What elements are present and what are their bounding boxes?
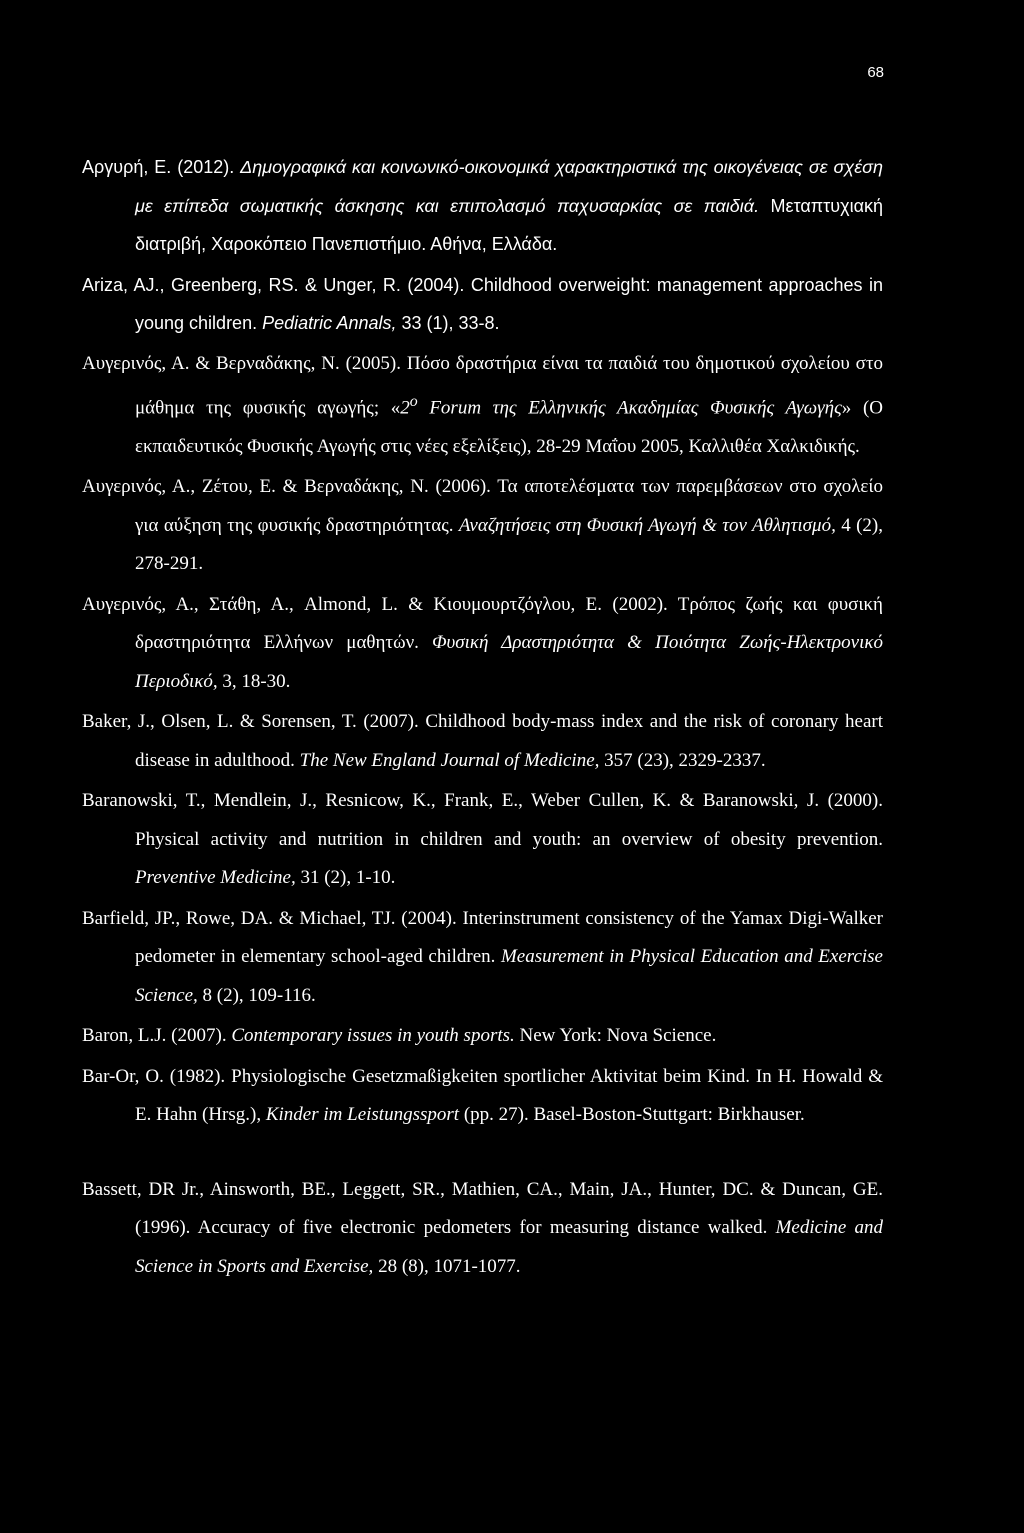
reference-text: Baranowski, T., Mendlein, J., Resnicow, K., Frank, E., Weber Cullen, K. & Baranowski, J. (2000). Physical activity and nutrition in children and youth: an overview of obesity prevention. <box>82 790 883 850</box>
reference-journal: Preventive Medicine, <box>135 867 296 889</box>
reference-volume-pages: 28 (8), 1071-1077. <box>373 1255 521 1277</box>
reference-volume-pages: 31 (2), 1-10. <box>295 867 396 889</box>
reference-book-title: Kinder im Leistungssport <box>265 1104 460 1126</box>
reference-volume-pages: 8 (2), 109-116. <box>197 984 316 1006</box>
reference-baker <box>82 703 883 780</box>
reference-text: Bar-Or, O. (1982). Physiologische Gesetzmaßigkeiten sportlicher Aktivitat beim Kind. In H. Howald & E. Hahn (Hrsg.), <box>82 1065 883 1126</box>
reference-ariza <box>82 266 883 343</box>
reference-volume-pages: 357 (23), 2329-2337. <box>599 749 766 771</box>
reference-authors-year: Baron, L.J. (2007). <box>82 1025 232 1047</box>
page-number: 68 <box>867 64 884 81</box>
reference-publisher: New York: Nova Science. <box>514 1025 717 1047</box>
reference-journal: Pediatric Annals, <box>262 313 397 333</box>
reference-avgerinos-2002 <box>82 586 883 702</box>
reference-source: Μεταπτυχιακή διατριβή, Χαροκόπειο Πανεπιστήμιο. Αθήνα, Ελλάδα. <box>135 195 883 254</box>
reference-text: Baker, J., Olsen, L. & Sorensen, T. (2007). Childhood body-mass index and the risk of coronary heart disease in adulthood. <box>82 711 883 771</box>
reference-details: » (Ο εκπαιδευτικός Φυσικής Αγωγής στις νέες εξελίξεις), 28-29 Μαΐου 2005, Καλλιθέα Χαλκιδικής. <box>135 397 883 457</box>
reference-forum-number: 2 <box>400 397 410 419</box>
reference-list <box>82 148 883 1288</box>
reference-text: Αυγερινός, Α., Ζέτου, Ε. & Βερναδάκης, Ν. (2006). Τα αποτελέσματα των παρεμβάσεων στο σχολείο για αύξηση της φυσικής δραστηριότητας. <box>82 476 883 536</box>
reference-authors-year: Αργυρή, Ε. (2012). <box>82 157 241 177</box>
reference-volume-pages: 4 (2), 278-291. <box>135 514 883 575</box>
reference-journal: Αναζητήσεις στη Φυσική Αγωγή & τον Αθλητισμό, <box>458 514 836 536</box>
reference-volume-pages: 33 (1), 33-8. <box>396 313 500 333</box>
reference-title: Contemporary issues in youth sports. <box>231 1025 515 1047</box>
reference-text: Barfield, JP., Rowe, DA. & Michael, TJ. (2004). Interinstrument consistency of the Yamax Digi-Walker pedometer in elementary school-aged children. <box>82 907 883 968</box>
reference-volume-pages: 3, 18-30. <box>217 670 291 692</box>
reference-text: Bassett, DR Jr., Ainsworth, BE., Leggett, SR., Mathien, CA., Main, JA., Hunter, DC. & Duncan, GE. (1996). Accuracy of five electronic pedometers for measuring distance walked. <box>82 1178 883 1239</box>
reference-bar-or <box>82 1058 883 1135</box>
reference-text: Αυγερινός, Α., Στάθη, Α., Almond, L. & Κιουμουρτζόγλου, Ε. (2002). Τρόπος ζωής και φυσική δραστηριότητα Ελλήνων μαθητών. <box>82 593 883 654</box>
reference-text: Ariza, AJ., Greenberg, RS. & Unger, R. (2004). Childhood overweight: management approaches in young children. <box>82 274 883 333</box>
reference-forum-title: Forum της Ελληνικής Ακαδημίας Φυσικής Αγωγής <box>417 397 842 419</box>
reference-bassett <box>82 1171 883 1287</box>
reference-argyri <box>82 148 883 264</box>
reference-avgerinos-2005 <box>82 345 883 467</box>
reference-ordinal: ο <box>409 393 418 410</box>
reference-text: Αυγερινός, Α. & Βερναδάκης, Ν. (2005). Πόσο δραστήρια είναι τα παιδιά του δημοτικού σχολείου στο μάθημα της φυσικής αγωγής; « <box>82 352 883 419</box>
reference-barfield <box>82 900 883 1016</box>
reference-journal: Medicine and Science in Sports and Exercise, <box>135 1217 883 1277</box>
reference-baron <box>82 1017 883 1056</box>
reference-avgerinos-2006 <box>82 468 883 584</box>
reference-journal: Φυσική Δραστηριότητα & Ποιότητα Ζωής-Ηλεκτρονικό Περιοδικό, <box>135 632 883 692</box>
reference-baranowski <box>82 782 883 898</box>
reference-title: Δημογραφικά και κοινωνικό-οικονομικά χαρακτηριστικά της οικογένειας σε σχέση με επίπεδα σωματικής άσκησης και επιπολασμό παχυσαρκίας σε παιδιά. <box>135 157 883 216</box>
reference-journal: Measurement in Physical Education and Exercise Science, <box>135 946 883 1006</box>
reference-journal: The New England Journal of Medicine, <box>299 749 600 771</box>
reference-publisher: (pp. 27). Basel-Boston-Stuttgart: Birkhauser. <box>459 1104 805 1126</box>
